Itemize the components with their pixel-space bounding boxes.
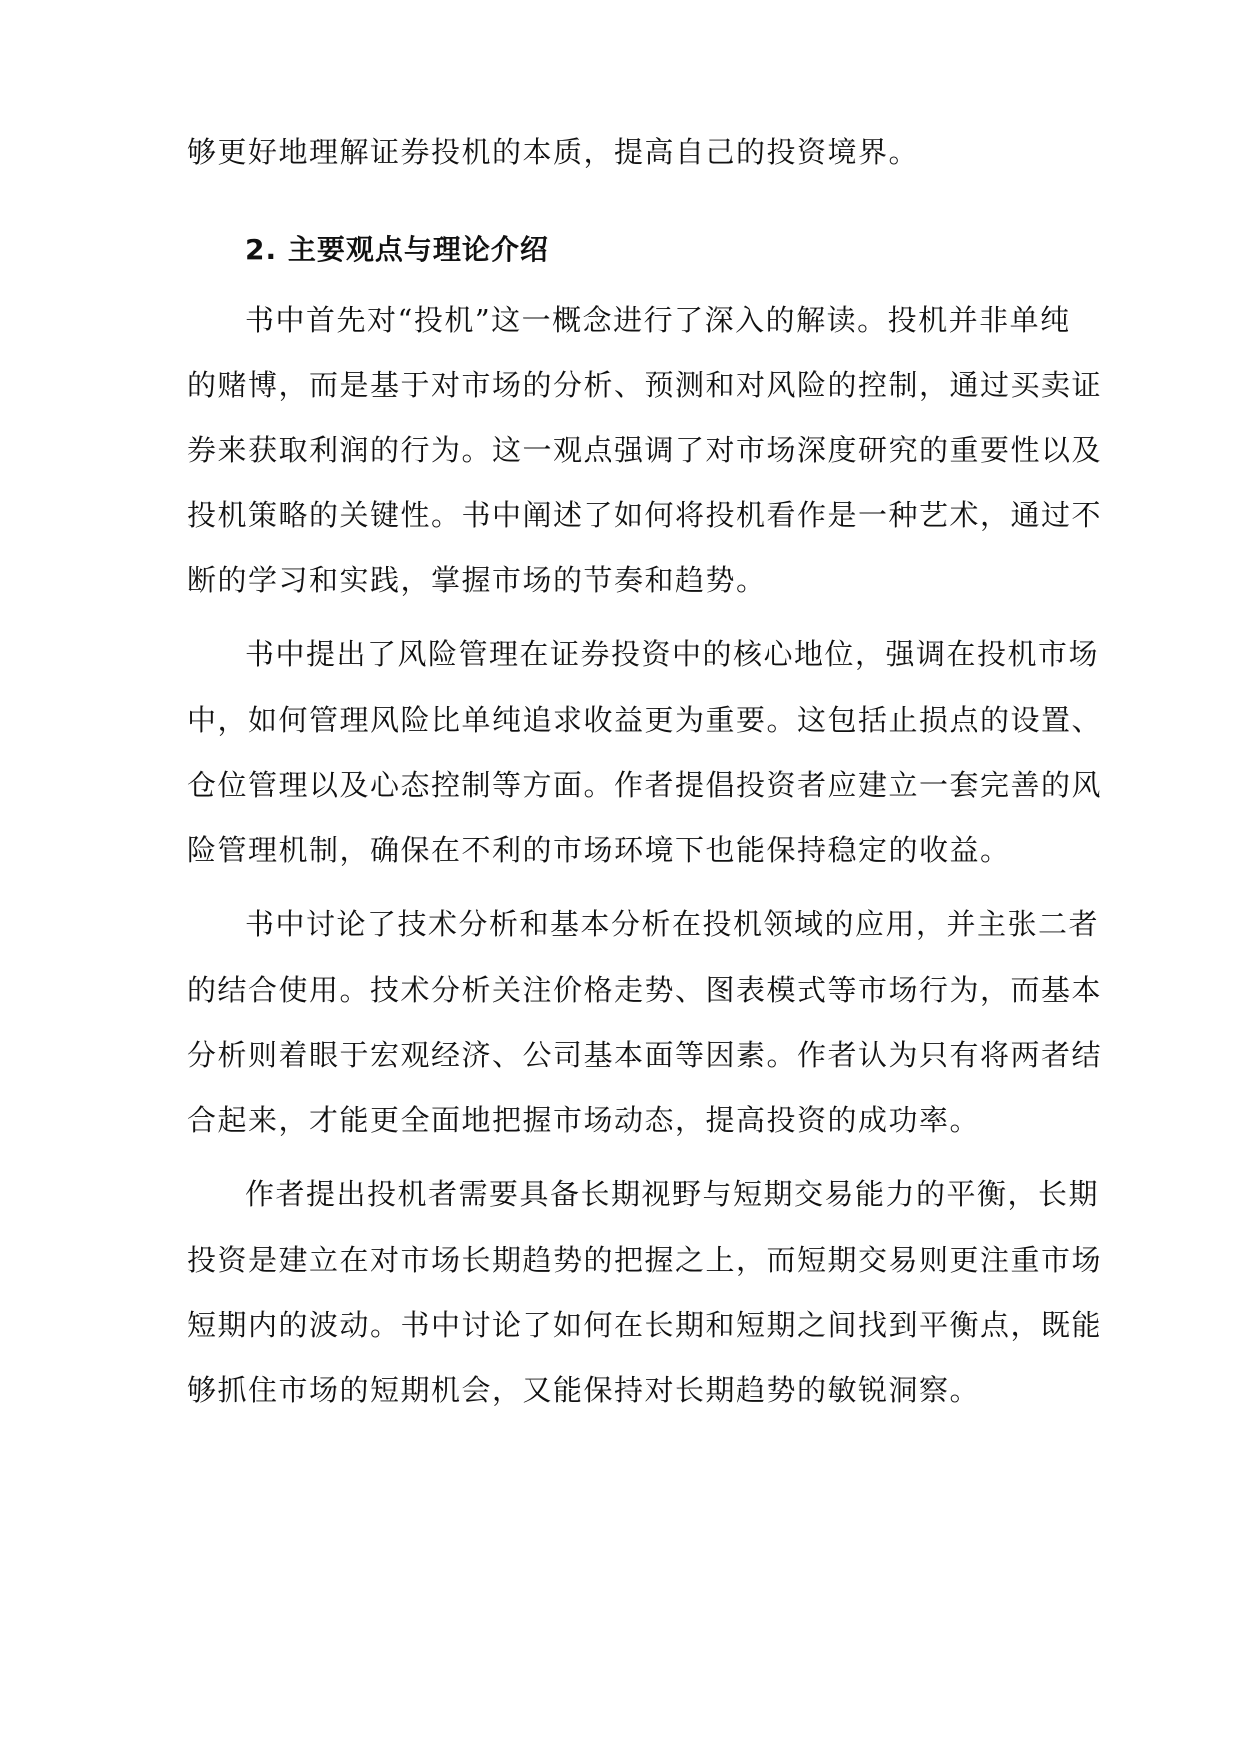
paragraph-line: 投资是建立在对市场长期趋势的把握之上，而短期交易则更注重市场	[187, 1243, 1103, 1277]
continuation-line: 够更好地理解证券投机的本质，提高自己的投资境界。	[187, 135, 920, 169]
paragraph-line: 券来获取利润的行为。这一观点强调了对市场深度研究的重要性以及	[187, 433, 1103, 467]
paragraph-line: 投机策略的关键性。书中阐述了如何将投机看作是一种艺术，通过不	[187, 498, 1103, 532]
paragraph-line: 书中提出了风险管理在证券投资中的核心地位，强调在投机市场	[245, 637, 1100, 671]
section-heading: 2. 主要观点与理论介绍	[245, 233, 549, 266]
paragraph-line: 短期内的波动。书中讨论了如何在长期和短期之间找到平衡点，既能	[187, 1308, 1103, 1342]
paragraph-line: 险管理机制，确保在不利的市场环境下也能保持稳定的收益。	[187, 833, 1011, 867]
paragraph-line: 断的学习和实践，掌握市场的节奏和趋势。	[187, 563, 767, 597]
paragraph-line: 分析则着眼于宏观经济、公司基本面等因素。作者认为只有将两者结	[187, 1038, 1103, 1072]
paragraph-line: 的赌博，而是基于对市场的分析、预测和对风险的控制，通过买卖证	[187, 368, 1103, 402]
paragraph-line: 作者提出投机者需要具备长期视野与短期交易能力的平衡，长期	[245, 1177, 1100, 1211]
paragraph-line: 仓位管理以及心态控制等方面。作者提倡投资者应建立一套完善的风	[187, 768, 1103, 802]
paragraph-line: 够抓住市场的短期机会，又能保持对长期趋势的敏锐洞察。	[187, 1373, 981, 1407]
paragraph-line: 书中讨论了技术分析和基本分析在投机领域的应用，并主张二者	[245, 907, 1100, 941]
paragraph-line: 合起来，才能更全面地把握市场动态，提高投资的成功率。	[187, 1103, 981, 1137]
paragraph-line: 中，如何管理风险比单纯追求收益更为重要。这包括止损点的设置、	[187, 703, 1103, 737]
paragraph-line: 的结合使用。技术分析关注价格走势、图表模式等市场行为，而基本	[187, 973, 1103, 1007]
paragraph-line: 书中首先对“投机”这一概念进行了深入的解读。投机并非单纯	[245, 303, 1071, 337]
